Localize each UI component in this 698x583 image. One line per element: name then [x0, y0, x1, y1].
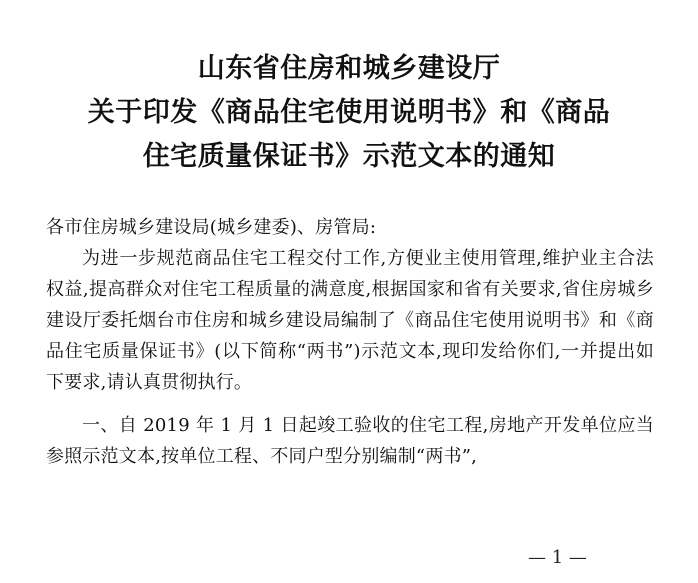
paragraph-intro: 为进一步规范商品住宅工程交付工作,方便业主使用管理,维护业主合法权益,提高群众对住宅工程质量的满意度,根据国家和省有关要求,省住房城乡建设厅委托烟台市住房和城乡建设局编制了《商品住宅使用说明书》和《商品住宅质量保证书》(以下简称“两书”)示范文本,现印发给你们,一并提出如下要求,请认真贯彻执行。 — [46, 248, 654, 393]
document-title — [0, 47, 698, 179]
document-body — [46, 212, 654, 472]
salutation: 各市住房城乡建设局(城乡建委)、房管局: — [46, 217, 377, 238]
title-line-1: 山东省住房和城乡建设厅 — [197, 53, 501, 84]
title-line-3: 住宅质量保证书》示范文本的通知 — [142, 141, 556, 172]
page-number: — 1 — — [528, 547, 587, 568]
paragraph-requirement-1: 一、自 2019 年 1 月 1 日起竣工验收的住宅工程,房地产开发单位应当参照示范文本,按单位工程、不同户型分别编制“两书”, — [46, 415, 654, 467]
title-line-2: 关于印发《商品住宅使用说明书》和《商品 — [87, 97, 611, 128]
